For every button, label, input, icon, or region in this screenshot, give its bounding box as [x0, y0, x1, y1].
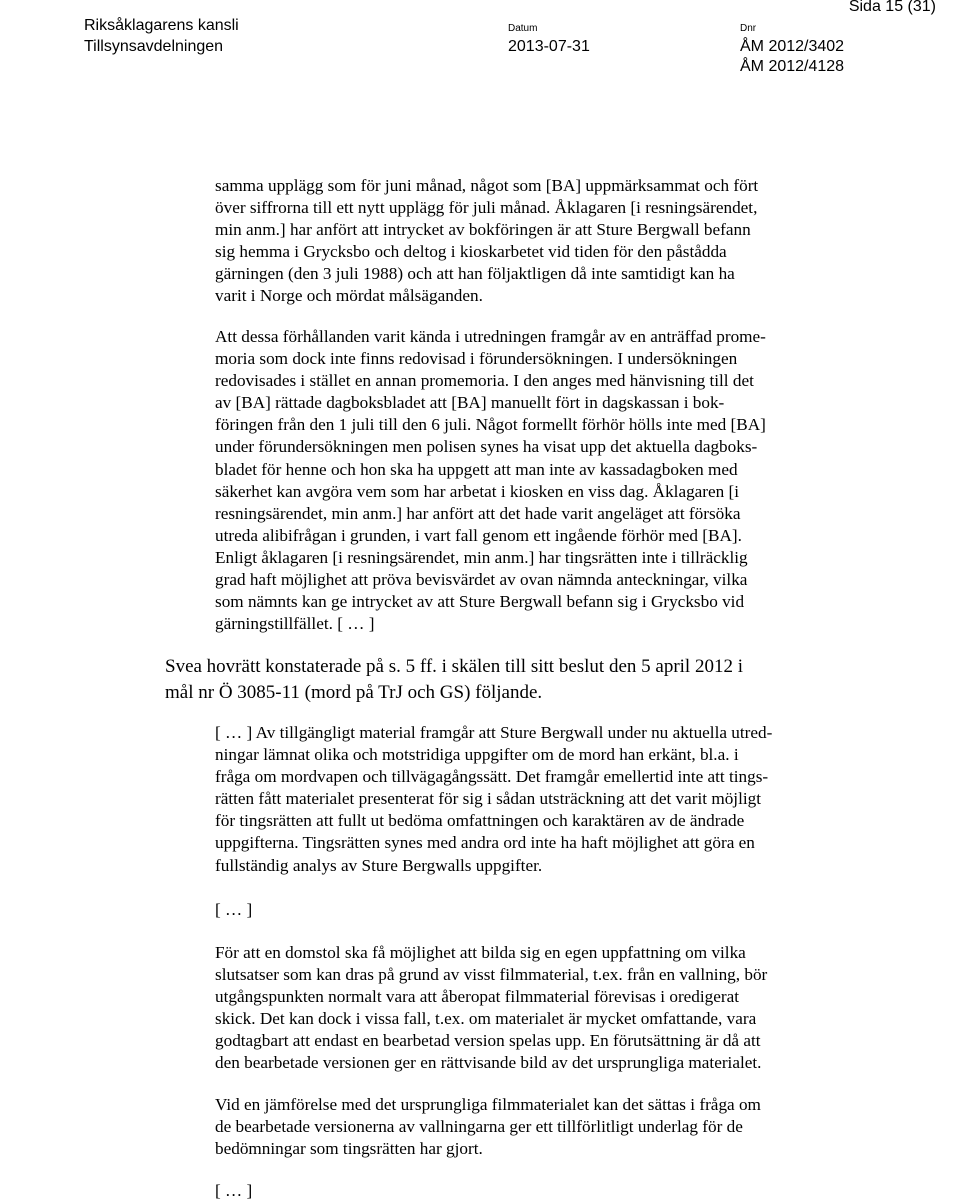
text-line: Vid en jämförelse med det ursprungliga filmmaterialet kan det sättas i fråga om: [215, 1095, 761, 1114]
quote-paragraph-5: [215, 942, 855, 1075]
ellipsis: [215, 1180, 855, 1202]
main-paragraph: [165, 654, 743, 706]
text-line: fråga om mordvapen och tillvägagångssätt. Det framgår emellertid inte att tings-: [215, 767, 769, 787]
text-line: grad haft möjlighet att pröva bevisvärdet av ovan nämnda anteckningar, vilka: [215, 570, 748, 590]
text-line: gärningen (den 3 juli 1988) och att han följaktligen då inte samtidigt kan ha: [215, 264, 735, 284]
text-line: säkerhet kan avgöra vem som har arbetat i kiosken en viss dag. Åklagaren [i: [215, 481, 740, 501]
text-line: bedömningar som tingsrätten har gjort.: [215, 1139, 483, 1159]
quote-paragraph-2: [215, 326, 855, 635]
text-line: gärningstillfället. [ … ]: [215, 614, 375, 634]
header-dnr-2: ÅM 2012/4128: [740, 58, 845, 75]
header-org: Riksåklagarens kansli: [84, 17, 239, 34]
text-line: varit i Norge och mördat målsäganden.: [215, 286, 483, 306]
text-line: utgångspunkten normalt vara att åberopat filmmaterial förevisas i oredigerat: [215, 987, 740, 1007]
quote-paragraph-1: [215, 175, 855, 308]
text-line: föringen från den 1 juli till den 6 juli. Något formellt förhör hölls inte med [BA]: [215, 415, 766, 435]
text-line: sig hemma i Grycksbo och deltog i kioskarbetet vid tiden för den påstådda: [215, 242, 727, 262]
text-line: min anm.] har anfört att intrycket av bokföringen är att Sture Bergwall befann: [215, 220, 751, 240]
text-line: Svea hovrätt konstaterade på s. 5 ff. i skälen till sitt beslut den 5 april 2012 i: [165, 656, 743, 677]
text-line: ningar lämnat olika och motstridiga uppgifter om de mord han erkänt, bl.a. i: [215, 745, 739, 765]
text-line: bladet för henne och hon ska ha uppgett att man inte av kassadagboken med: [215, 459, 738, 479]
text-line: fullständig analys av Sture Bergwalls uppgifter.: [215, 855, 543, 875]
text-line: över siffrorna till ett nytt upplägg för juli månad. Åklagaren [i resningsärendet,: [215, 198, 758, 218]
text-line: som nämnts kan ge intrycket av att Sture Bergwall befann sig i Grycksbo vid: [215, 592, 745, 612]
text-line: [ … ]: [215, 1181, 253, 1200]
text-line: rätten fått materialet presenterat för sig i sådan utsträckning att det varit möjligt: [215, 789, 761, 809]
header-dnr-label: Dnr: [740, 23, 757, 34]
text-line: [ … ] Av tillgängligt material framgår att Sture Bergwall under nu aktuella utred-: [215, 723, 773, 742]
text-line: moria som dock inte finns redovisad i förundersökningen. I undersökningen: [215, 349, 738, 369]
text-line: mål nr Ö 3085-11 (mord på TrJ och GS) följande.: [165, 682, 543, 703]
text-line: Enligt åklagaren [i resningsärendet, min anm.] har tingsrätten inte i tillräcklig: [215, 547, 748, 567]
text-line: godtagbart att endast en bearbetad version spelas upp. En förutsättning är då att: [215, 1031, 761, 1051]
header-division: Tillsynsavdelningen: [84, 38, 224, 55]
text-line: redovisades i stället en annan promemoria. I den anges med hänvisning till det: [215, 371, 754, 391]
page-number: Sida 15 (31): [848, 0, 936, 15]
text-line: samma upplägg som för juni månad, något som [BA] uppmärksammat och fört: [215, 176, 759, 195]
text-line: slutsatser som kan dras på grund av visst filmmaterial, t.ex. från en vallning, bör: [215, 965, 768, 985]
header-dnr-1: ÅM 2012/3402: [740, 38, 845, 55]
header-date-label: Datum: [508, 23, 538, 34]
ellipsis: [215, 899, 855, 921]
quote-paragraph-4: [215, 722, 855, 877]
text-line: uppgifterna. Tingsrätten synes med andra ord inte ha haft möjlighet att göra en: [215, 833, 755, 853]
text-line: den bearbetade versionen ger en rättvisande bild av det ursprungliga materialet.: [215, 1053, 762, 1073]
text-line: de bearbetade versionerna av vallningarna ger ett tillförlitligt underlag för de: [215, 1117, 743, 1137]
quote-paragraph-6: [215, 1094, 855, 1160]
text-line: utreda alibifrågan i grunden, i vart fall genom ett ingående förhör med [BA].: [215, 525, 742, 545]
text-line: av [BA] rättade dagboksbladet att [BA] manuellt fört in dagskassan i bok-: [215, 393, 725, 413]
text-line: Att dessa förhållanden varit kända i utredningen framgår av en anträffad prome-: [215, 327, 766, 346]
header-date: 2013-07-31: [508, 38, 590, 55]
text-line: För att en domstol ska få möjlighet att bilda sig en egen uppfattning om vilka: [215, 943, 746, 962]
text-line: resningsärendet, min anm.] har anfört att det hade varit angeläget att försöka: [215, 503, 741, 523]
text-line: [ … ]: [215, 900, 253, 919]
text-line: skick. Det kan dock i vissa fall, t.ex. om materialet är mycket omfattande, vara: [215, 1009, 757, 1029]
text-line: för tingsrätten att fullt ut bedöma omfattningen och karaktären av de ändrade: [215, 811, 745, 831]
text-line: under förundersökningen men polisen synes ha visat upp det aktuella dagboks-: [215, 437, 758, 457]
